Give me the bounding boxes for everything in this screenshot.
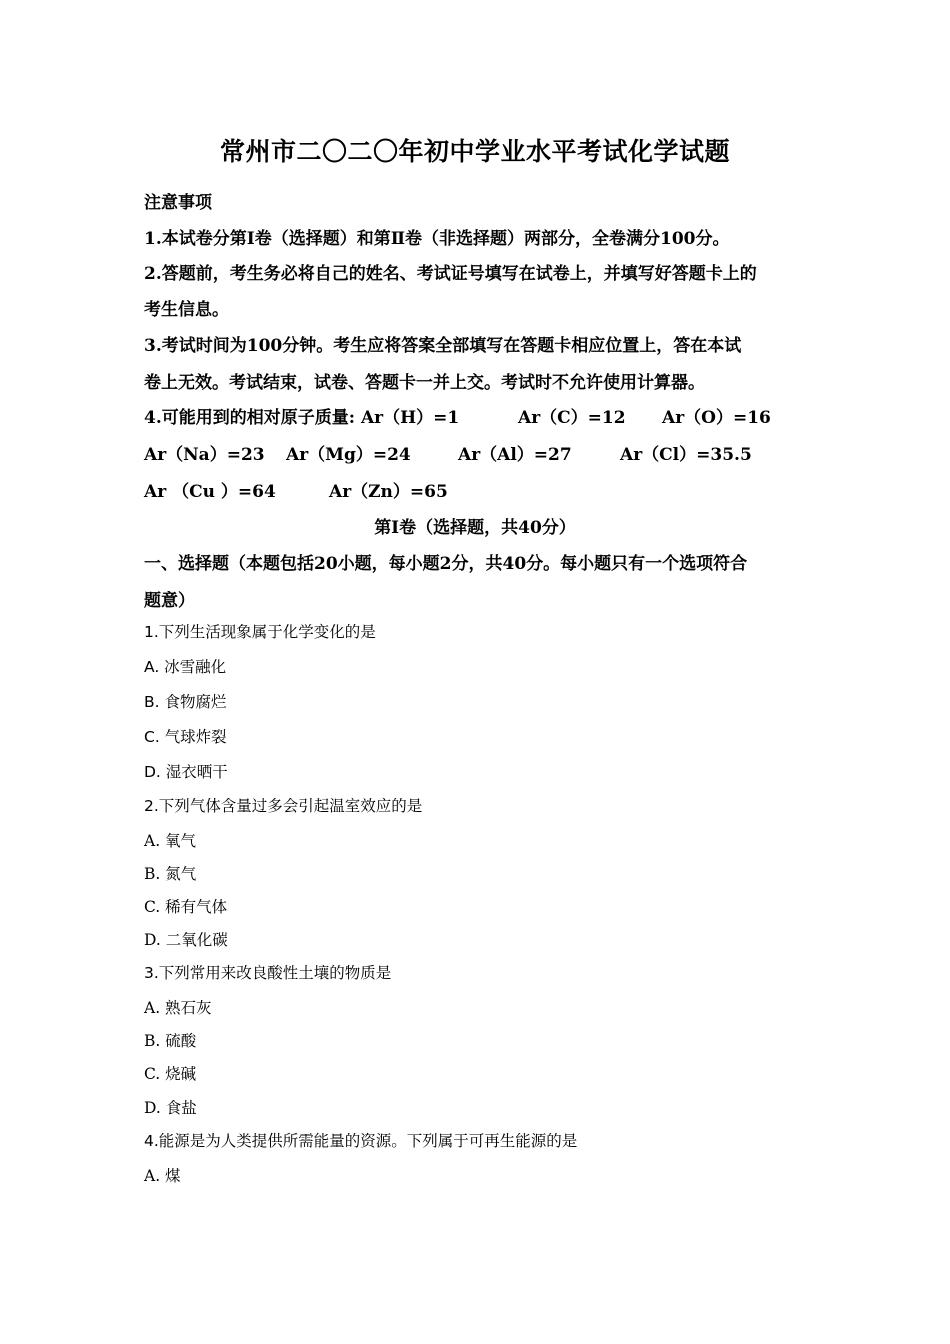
question-1-option-d: D. 湿衣晒干	[144, 763, 228, 781]
question-1-option-b: B. 食物腐烂	[144, 693, 227, 711]
question-3-option-b: B. 硫酸	[144, 1032, 197, 1050]
notice-item-1: 1.本试卷分第Ⅰ卷（选择题）和第Ⅱ卷（非选择题）两部分，全卷满分100分。	[144, 229, 730, 249]
atomic-mass-zn: Ar（Zn）=65	[329, 482, 448, 502]
atomic-mass-o: Ar（O）=16	[662, 408, 771, 428]
question-4-stem: 4.能源是为人类提供所需能量的资源。下列属于可再生能源的是	[144, 1132, 578, 1150]
question-3-option-c: C. 烧碱	[144, 1065, 197, 1083]
part-heading-line-1: 一、选择题（本题包括20小题，每小题2分，共40分。每小题只有一个选项符合	[144, 554, 748, 574]
question-1-stem: 1.下列生活现象属于化学变化的是	[144, 623, 376, 641]
atomic-mass-al: Ar（Al）=27	[458, 445, 572, 465]
question-2-stem: 2.下列气体含量过多会引起温室效应的是	[144, 797, 423, 815]
section-title: 第Ⅰ卷（选择题，共40分）	[374, 518, 576, 538]
notice-item-2-line-1: 2.答题前，考生务必将自己的姓名、考试证号填写在试卷上，并填写好答题卡上的	[144, 264, 757, 284]
part-heading-line-2: 题意）	[144, 591, 195, 611]
question-1-option-c: C. 气球炸裂	[144, 728, 227, 746]
question-2-option-a: A. 氧气	[144, 832, 197, 850]
notice-item-3-line-2: 卷上无效。考试结束，试卷、答题卡一并上交。考试时不允许使用计算器。	[144, 373, 705, 393]
atomic-mass-mg: Ar（Mg）=24	[286, 445, 411, 465]
question-2-option-d: D. 二氧化碳	[144, 931, 228, 949]
question-3-stem: 3.下列常用来改良酸性土壤的物质是	[144, 964, 392, 982]
notice-item-4-label: 4.可能用到的相对原子质量: Ar（H）=1	[144, 408, 460, 428]
atomic-mass-na: Ar（Na）=23	[144, 445, 265, 465]
notice-item-3-line-1: 3.考试时间为100分钟。考生应将答案全部填写在答题卡相应位置上，答在本试	[144, 336, 742, 356]
atomic-mass-cl: Ar（Cl）=35.5	[620, 445, 752, 465]
question-3-option-d: D. 食盐	[144, 1099, 197, 1117]
notice-item-2-line-2: 考生信息。	[144, 300, 229, 320]
atomic-mass-c: Ar（C）=12	[518, 408, 626, 428]
question-2-option-b: B. 氮气	[144, 865, 197, 883]
question-4-option-a: A. 煤	[144, 1167, 181, 1185]
notice-heading: 注意事项	[144, 193, 212, 213]
exam-title: 常州市二〇二〇年初中学业水平考试化学试题	[219, 137, 730, 166]
question-3-option-a: A. 熟石灰	[144, 999, 212, 1017]
question-2-option-c: C. 稀有气体	[144, 898, 228, 916]
atomic-mass-cu: Ar （Cu ）=64	[144, 482, 276, 502]
question-1-option-a: A. 冰雪融化	[144, 658, 227, 676]
